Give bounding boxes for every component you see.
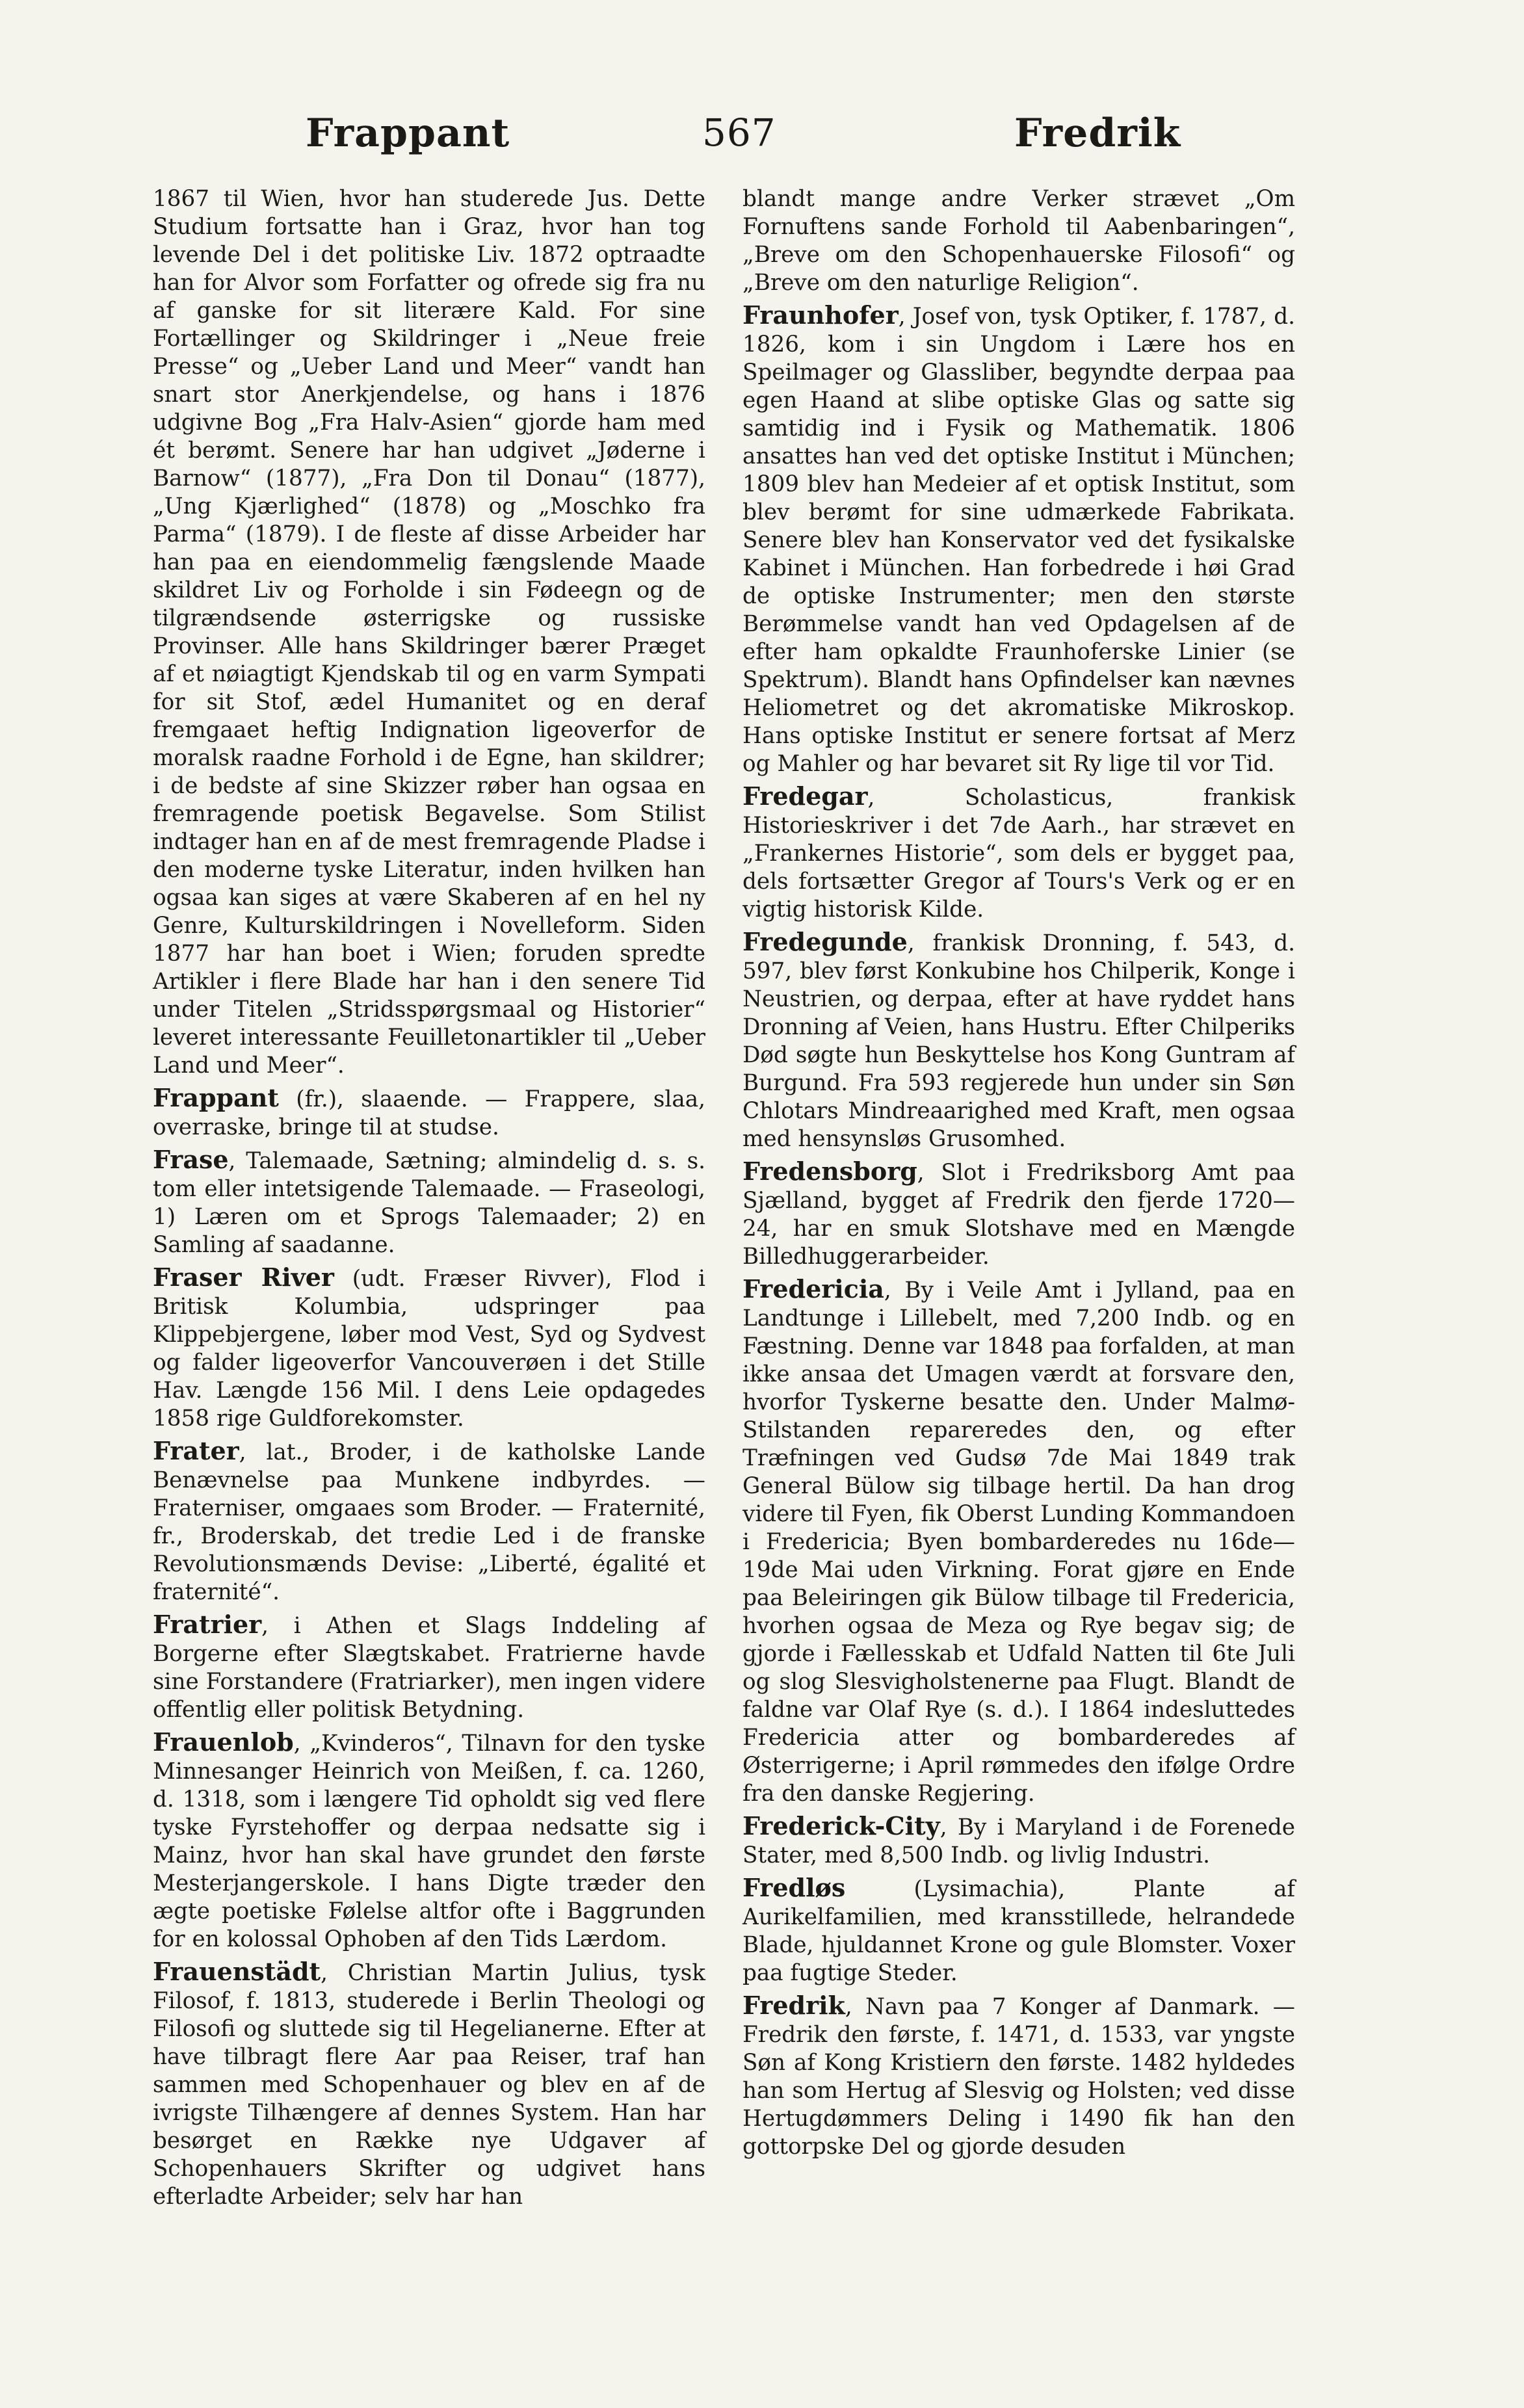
dictionary-entry xyxy=(153,1145,705,1259)
dictionary-entry xyxy=(742,1991,1295,2161)
entry-text: (Lysimachia), Plante af Aurikelfamilien, med kransstillede, helrandede Blade, hjuldannet Krone og gule Blomster. Voxer paa fugtige Steder. xyxy=(742,1876,1295,1986)
entry-headword: Frater xyxy=(153,1436,239,1465)
dictionary-entry xyxy=(153,1957,705,2211)
entry-headword: Frase xyxy=(153,1145,229,1174)
dictionary-entry xyxy=(742,301,1295,778)
entry-text: , lat., Broder, i de katholske Lande Benævnelse paa Munkene indbyrdes. — Fraterniser, omgaaes som Broder. — Fraternité, fr., Broderskab, det tredie Led i de franske Revolutionsmænds Devise: „Liberté, égalité et fraternité“. xyxy=(153,1439,705,1605)
dictionary-entry xyxy=(742,1874,1295,1987)
left-column xyxy=(153,185,705,2211)
entry-text: , By i Maryland i de Forenede Stater, med 8,500 Indb. og livlig Industri. xyxy=(742,1814,1295,1868)
entry-text: , Navn paa 7 Konger af Danmark. — Fredrik den første, f. 1471, d. 1533, var yngste Søn af Kong Kristiern den første. 1482 hyldedes han som Hertug af Slesvig og Holsten; ved disse Hertugdømmers Deling i 1490 fik han den gottorpske Del og gjorde desuden xyxy=(742,1994,1295,2160)
dictionary-entry xyxy=(742,782,1295,924)
entry-text: , frankisk Dronning, f. 543, d. 597, blev først Konkubine hos Chilperik, Konge i Neustrien, og derpaa, efter at have ryddet hans Dronning af Veien, hans Hustru. Efter Chilperiks Død søgte hun Beskyttelse hos Kong Guntram af Burgund. Fra 593 regjerede hun under sin Søn Chlotars Mindreaarighed med Kraft, men ogsaa med hensynsløs Grusomhed. xyxy=(742,930,1295,1152)
entry-headword: Frauenstädt xyxy=(153,1957,321,1986)
dictionary-entry xyxy=(153,1263,705,1433)
page-number: 567 xyxy=(702,111,776,155)
entry-text: (fr.), slaaende. — Frappere, slaa, overraske, bringe til at studse. xyxy=(153,1086,705,1140)
entry-headword: Fredrik xyxy=(742,1991,845,2020)
entry-text: , Talemaade, Sætning; almindelig d. s. s. tom eller intetsigende Talemaade. — Fraseologi, 1) Læren om et Sprogs Talemaader; 2) en Samling af saadanne. xyxy=(153,1148,705,1258)
entry-headword: Frappant xyxy=(153,1083,279,1112)
entry-headword: Fredericia xyxy=(742,1274,884,1303)
running-header xyxy=(150,111,1359,176)
entry-headword: Fratrier xyxy=(153,1610,262,1639)
continued-entry-text: 1867 til Wien, hvor han studerede Jus. Dette Studium fortsatte han i Graz, hvor han tog levende Del i det politiske Liv. 1872 optraadte han for Alvor som Forfatter og ofrede sig fra nu af ganske for sit literære Kald. For sine Fortællinger og Skildringer i „Neue freie Presse“ og „Ueber Land und Meer“ vandt han snart stor Anerkjendelse, og hans i 1876 udgivne Bog „Fra Halv-Asien“ gjorde ham med ét berømt. Senere har han udgivet „Jøderne i Barnow“ (1877), „Fra Don til Donau“ (1877), „Ung Kjærlighed“ (1878) og „Moschko fra Parma“ (1879). I de fleste af disse Arbeider har han paa en eiendommelig fængslende Maade skildret Liv og Forholde i sin Fødeegn og de tilgrændsende østerrigske og russiske Provinser. Alle hans Skildringer bærer Præget af et nøiagtigt Kjendskab til og en varm Sympati for sit Stof, ædel Humanitet og en deraf fremgaaet heftig Indignation ligeoverfor de moralsk raadne Forhold i de Egne, han skildrer; i de bedste af sine Skizzer røber han ogsaa en fremragende poetisk Begavelse. Som Stilist indtager han en af de mest fremragende Pladse i den moderne tyske Literatur, inden hvilken han ogsaa kan siges at være Skaberen af en hel ny Genre, Kulturskildringen i Novelleform. Siden 1877 har han boet i Wien; foruden spredte Artikler i flere Blade har han i den senere Tid under Titelen „Stridsspørgsmaal og Historier“ leveret interessante Feuilletonartikler til „Ueber Land und Meer“. xyxy=(153,186,705,1079)
entry-text: , Josef von, tysk Optiker, f. 1787, d. 1826, kom i sin Ungdom i Lære hos en Speilmager og Glassliber, begyndte derpaa paa egen Haand at slibe optiske Glas og satte sig samtidig ind i Fysik og Mathematik. 1806 ansattes han ved det optiske Institut i München; 1809 blev han Medeier af et optisk Institut, som blev berømt for sine udmærkede Fabrikata. Senere blev han Konservator ved det fysikalske Kabinet i München. Han forbedrede i høi Grad de optiske Instrumenter; men den største Berømmelse vandt han ved Opdagelsen af de efter ham opkaldte Fraunhoferske Linier (se Spektrum). Blandt hans Opfindelser kan nævnes Heliometret og det akromatiske Mikroskop. Hans optiske Institut er senere fortsat af Merz og Mahler og har bevaret sit Ry lige til vor Tid. xyxy=(742,304,1295,777)
entry-headword: Fredegar xyxy=(742,781,868,811)
right-column xyxy=(742,185,1295,2161)
entry-text: , Christian Martin Julius, tysk Filosof, f. 1813, studerede i Berlin Theologi og Filosofi og sluttede sig til Hegelianerne. Efter at have tilbragt flere Aar paa Reiser, traf han sammen med Schopenhauer og blev en af de ivrigste Tilhængere af dennes System. Han har besørget en Række nye Udgaver af Schopenhauers Skrifter og udgivet hans efterladte Arbeider; selv har han xyxy=(153,1960,705,2210)
entry-text: , i Athen et Slags Inddeling af Borgerne efter Slægtskabet. Fratrierne havde sine Forstandere (Fratriarker), men ingen videre offentlig eller politisk Betydning. xyxy=(153,1613,705,1723)
dictionary-entry xyxy=(742,928,1295,1153)
header-left-guide-word: Frappant xyxy=(306,111,510,156)
dictionary-entry xyxy=(742,1275,1295,1808)
entry-headword: Fraser River xyxy=(153,1263,334,1292)
entry-headword: Fraunhofer xyxy=(742,300,899,330)
entry-text: , By i Veile Amt i Jylland, paa en Landtunge i Lillebelt, med 7,200 Indb. og en Fæstning. Denne var 1848 paa forfalden, at man ikke ansaa det Umagen værdt at forsvare den, hvorfor Tyskerne besatte den. Under Malmø-Stilstanden repareredes den, og efter Træfningen ved Gudsø 7de Mai 1849 trak General Bülow sig tilbage hertil. Da han drog videre til Fyen, fik Oberst Lunding Kommandoen i Fredericia; Byen bombarderedes nu 16de—19de Mai uden Virkning. Forat gjøre en Ende paa Beleiringen gik Bülow tilbage til Fredericia, hvorhen ogsaa de Meza og Rye begav sig; de gjorde i Fællesskab et Udfald Natten til 6te Juli og slog Slesvigholstenerne paa Flugt. Blandt de faldne var Olaf Rye (s. d.). I 1864 indesluttedes Fredericia atter og bombarderedes af Østerrigerne; i April rømmedes den ifølge Ordre fra den danske Regjering. xyxy=(742,1277,1295,1807)
continued-entry-text: blandt mange andre Verker strævet „Om Fornuftens sande Forhold til Aabenbaringen“, „Breve om den Schopenhauerske Filosofi“ og „Breve om den naturlige Religion“. xyxy=(742,186,1295,296)
entry-headword: Frederick-City xyxy=(742,1811,940,1840)
dictionary-entry xyxy=(742,1812,1295,1870)
dictionary-entry xyxy=(153,1610,705,1724)
header-right-guide-word: Fredrik xyxy=(1014,111,1181,156)
dictionary-entry xyxy=(153,1084,705,1142)
dictionary-entry xyxy=(742,1157,1295,1271)
entry-text: , „Kvinderos“, Tilnavn for den tyske Minnesanger Heinrich von Meißen, f. ca. 1260, d. 1318, som i længere Tid opholdt sig ved flere tyske Fyrstehoffer og derpaa nedsatte sig i Mainz, hvor han skal have grundet den første Mesterjangerskole. I hans Digte træder den ægte poetiske Følelse altfor ofte i Baggrunden for en kolossal Ophoben af den Tids Lærdom. xyxy=(153,1731,705,1952)
entry-text: (udt. Fræser Rivver), Flod i Britisk Kolumbia, udspringer paa Klippebjergene, løber mod Vest, Syd og Sydvest og falder ligeoverfor Vancouverøen i det Stille Hav. Længde 156 Mil. I dens Leie opdagedes 1858 rige Guldforekomster. xyxy=(153,1266,705,1432)
entry-text: , Scholasticus, frankisk Historieskriver i det 7de Aarh., har strævet en „Frankernes Historie“, som dels er bygget paa, dels fortsætter Gregor af Tours's Verk og er en vigtig historisk Kilde. xyxy=(742,785,1295,923)
entry-headword: Fredegunde xyxy=(742,927,908,956)
entry-headword: Fredensborg xyxy=(742,1157,917,1186)
dictionary-entry xyxy=(153,1437,705,1606)
entry-text: , Slot i Fredriksborg Amt paa Sjælland, bygget af Fredrik den fjerde 1720—24, har en smuk Slotshave med en Mængde Billedhuggerarbeider. xyxy=(742,1160,1295,1270)
entry-headword: Frauenlob xyxy=(153,1727,294,1757)
dictionary-entry xyxy=(153,1728,705,1954)
entry-headword: Fredløs xyxy=(742,1873,846,1902)
